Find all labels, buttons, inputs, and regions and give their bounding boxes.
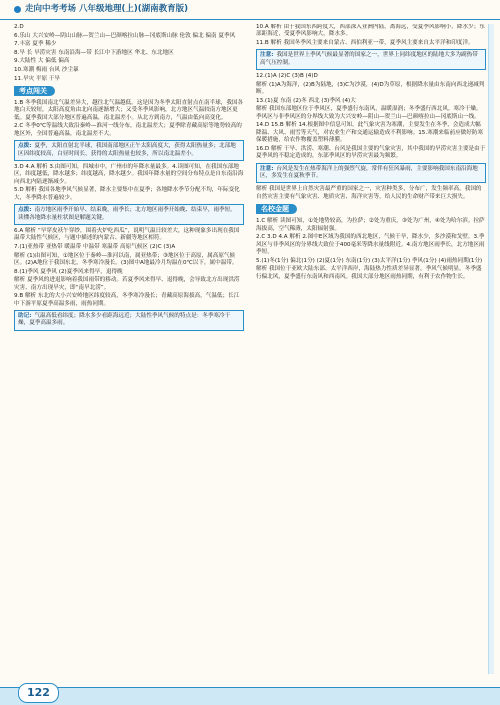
note-text: 台风是发生在热带海洋上的强烈气旋，常伴有狂风暴雨，主要影响我国东南沿海地区，多发生在夏秋季节。 xyxy=(260,165,478,180)
answer-para: 解析 我国是世界上自然灾害最严重的国家之一，灾害种类多，分布广，发生频率高。我国的自然灾害主要有气象灾害、地质灾害、海洋灾害等，给人民的生命财产带来巨大损失。 xyxy=(256,186,482,200)
answer-para: 9.大陆性 大 偏低 偏高 xyxy=(14,58,70,65)
page-edge-band xyxy=(488,24,494,674)
footer-wave-decoration xyxy=(0,687,500,705)
answer-para: 2.C 冬季0℃等温线大致沿秦岭—淮河一线分布，南北温差大；夏季除青藏高原等地势较高的地区外，全国普遍高温，南北温差不大。 xyxy=(14,123,242,137)
answer-para: 10.A 解析 由于我国东西跨度大，西部深入亚洲内陆，离海远，受夏季风影响小，降水少；东部距海近，受夏季风影响大，降水多。 xyxy=(256,24,485,38)
tip-box xyxy=(14,140,244,161)
section-heading-famous-school xyxy=(256,204,486,215)
answer-para: 11.旱灾 平原 干旱 xyxy=(14,75,61,82)
answer-para: 14.D 15.B 解析 14.根据图中信息可知，此气象灾害为寒潮，主要发生在冬季，会造成大幅降温、大风、雨雪等天气，对农业生产和交通运输造成不利影响。15.寒潮来临前应做好防寒保暖措施，给农作物覆盖塑料薄膜。 xyxy=(256,122,484,144)
answer-para: 解析 (1)由图可知，①地区位于秦岭—淮河以南，属亚热带；③地区位于高原，属高原气候区。(2)A地位于我国东北，冬季寒冷漫长。(3)图中A地最冷月均温在0℃以下，属中温带。 xyxy=(14,252,238,267)
answer-para: 3.D 4.A 解析 3.由图可知，四城市中，广州市的年降水量最多。4.读图可知，在我国东部地区，纬度越低，降水越多；纬度越高，降水越少。我国年降水量的空间分布特点是自东南沿海向西北内陆逐渐减少。 xyxy=(14,164,244,185)
header-bullet-icon xyxy=(14,6,21,13)
page-header xyxy=(0,0,500,20)
right-column xyxy=(256,24,486,679)
answer-para: 13.(1)夏 东南 (2)冬 西北 (3)季风 (4)大 xyxy=(256,97,356,104)
answer-para: 2.C 3.D 4.A 解析 2.图中E区域为我国的西北地区，气候干旱，降水少，多沙漠和戈壁。3.季风区与非季风区的分界线大致位于400毫米等降水量线附近。4.南方地区雨季长，北方地区雨季短。 xyxy=(256,234,485,256)
answer-para: 6.乐山 大兴安岭—阴山山脉—贺兰山—巴颜喀拉山脉—冈底斯山脉 伦敦 偏北 偏南 夏季风 xyxy=(14,32,236,39)
answer-para: 7.(1)亚热带 亚热带 暖温带 中温带 寒温带 高原气候区 (2)C (3)A xyxy=(14,244,176,251)
answer-para: 解析 我国位于亚欧大陆东部、太平洋西岸，海陆热力性质差异显著，季风气候明显。冬季盛行偏北风，夏季盛行东南风和西南风。我国大部分地区雨热同期，有利于农作物生长。 xyxy=(256,266,482,280)
answer-para: 5.(1)冬(1分) 偏北(1分) (2)夏(1分) 东南(1分) (3)太平洋(1分) 季风(1分) (4)雨热同期(1分) xyxy=(256,257,483,264)
tip-label: 助记: xyxy=(18,313,32,320)
section-title: 名校金题 xyxy=(256,204,297,214)
answer-para: 10.寒潮 梅雨 台风 沙尘暴 xyxy=(14,66,79,73)
answer-para: 8.(1)季风 夏季风 (2)夏季风来得早，退得晚 xyxy=(14,268,123,275)
header-title: 走向中考考场 八年级地理(上)(湖南教育版) xyxy=(25,4,189,14)
note-label: 注意: xyxy=(260,165,274,172)
tip-box xyxy=(14,204,244,225)
answer-para: 9.B 解析 东北的大小兴安岭地区纬度较高，冬季寒冷漫长；青藏高原海拔高，气温低；长江中下游平原夏季高温多雨，雨热同期。 xyxy=(14,293,240,307)
note-box xyxy=(256,49,486,70)
section-title: 考点闯关 xyxy=(14,86,55,96)
answer-para: 16.D 解析 干旱、洪涝、寒潮、台风是我国主要的气象灾害，其中我国的旱涝灾害主要是由于夏季风的不稳定造成的，东部季风区的旱涝灾害最为频繁。 xyxy=(256,145,486,160)
note-label: 注意: xyxy=(260,52,274,59)
tip-label: 点拨: xyxy=(18,143,32,150)
answer-para: 解析 (1)A为海洋，(2)B为陆地，(3)C为沙漠，(4)D为草原，根据降水量由东南向西北递减判断。 xyxy=(256,81,485,96)
answer-para: 11.B 解析 我国冬季风主要来自蒙古、西伯利亚一带，夏季风主要来自太平洋和印度洋。 xyxy=(256,40,474,46)
note-text: 我国是世界上季风气候最显著的国家之一，世界上同纬度地区的陆地大多为副热带高气压控制。 xyxy=(260,52,478,66)
tip-text: 夏季，太阳直射北半球，我国南部地区正午太阳高度大，获得太阳热量多；北部地区因纬度较高，白昼时间长，获得的太阳热量也较多，所以南北温差小。 xyxy=(18,143,236,157)
answer-para: 解析 夏季风的进退影响着我国雨带的移动。若夏季风来得早、退得晚，会导致北方出现洪涝灾害、南方出现旱灾，即“南旱北涝”。 xyxy=(14,277,240,291)
tip-label: 点拨: xyxy=(18,207,32,214)
answer-para: 5.D 解析 我国各地季风气候显著，降水主要集中在夏季；各地降水季节分配不均，年际变化大，冬季降水普遍较少。 xyxy=(14,187,240,201)
answer-para: 2.D xyxy=(14,24,24,30)
answer-para: 1.B 冬季我国南北气温差异大，越往北气温越低。这是因为冬季太阳直射点在南半球，我国各地白天较短，太阳高度角由北向南逐渐增大；又受冬季风影响，北方地区气温较南方地区更低。夏季我国大部分地区普遍高温，南北温差小。从北方到南方，气温由低向高变化。 xyxy=(14,99,244,121)
left-column xyxy=(14,24,244,679)
tip-text: 南方地区雨季开始早、结束晚，雨季长；北方地区雨季开始晚、结束早，雨季短。读懂各地降水量柱状图是解题关键。 xyxy=(18,207,236,221)
page-number: 122 xyxy=(18,683,59,703)
answer-para: 解析 我国东部地区位于季风区，夏季盛行东南风，温暖湿润；冬季盛行西北风，寒冷干燥。季风区与非季风区的分界线大致为大兴安岭—阴山—贺兰山—巴颜喀拉山—冈底斯山一线。 xyxy=(256,106,482,120)
answer-para: 6.A 解析 “早穿皮袄午穿纱，围着火炉吃西瓜”，说明气温日较差大，这种现象多出现在我国温带大陆性气候区，与题中描述的内蒙古、新疆等地区相符。 xyxy=(14,228,240,242)
answer-para: 1.C 解析 读图可知，①处地势较高，为拉萨；②处为重庆，③处为广州，④处为哈尔滨。拉萨海拔高，空气稀薄，太阳辐射强。 xyxy=(256,218,485,232)
memory-tip-box xyxy=(14,310,244,331)
page-footer xyxy=(0,683,500,705)
note-box xyxy=(256,163,486,184)
answer-para: 7.丰富 夏季 稀少 xyxy=(14,41,57,48)
tip-text: 气温高低看纬度；降水多少看距海远近；大陆性季风气候的特点是：冬季寒冷干燥，夏季高温多雨。 xyxy=(18,313,231,327)
answer-para: 12.(1)A (2)C (3)B (4)D xyxy=(256,73,318,80)
answer-para: 8.旱 长 早涝灾害 东南沿海—带 长江中下游地区 华北、东北地区 xyxy=(14,49,174,56)
section-heading-exam-points xyxy=(14,86,244,97)
